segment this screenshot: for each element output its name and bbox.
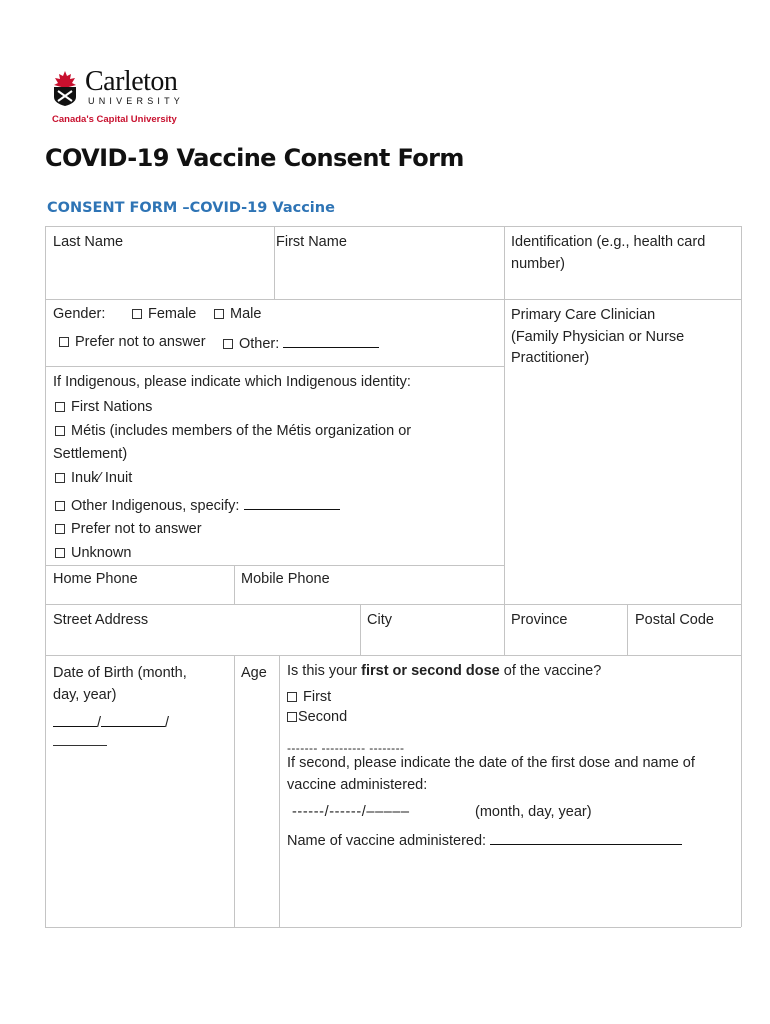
page-title: COVID-19 Vaccine Consent Form [45, 144, 464, 172]
checkbox-icon[interactable] [55, 524, 65, 534]
checkbox-icon[interactable] [132, 309, 142, 319]
logo-university: UNIVERSITY [88, 96, 185, 106]
checkbox-icon[interactable] [55, 548, 65, 558]
first-name-label: First Name [276, 234, 347, 250]
gender-female-option[interactable]: Female [132, 307, 196, 322]
logo-tagline: Canada's Capital University [52, 114, 177, 125]
indigenous-prompt: If Indigenous, please indicate which Indigenous identity: [53, 374, 411, 390]
checkbox-icon[interactable] [55, 473, 65, 483]
dose-first-option[interactable]: First [287, 690, 331, 705]
age-label: Age [241, 665, 267, 681]
indigenous-metis-option-cont: Settlement) [53, 446, 128, 462]
checkbox-icon[interactable] [55, 501, 65, 511]
postal-code-label: Postal Code [635, 612, 714, 628]
date-format-hint: (month, day, year) [475, 804, 592, 820]
primary-care-label-cont: (Family Physician or Nurse [511, 329, 685, 345]
province-label: Province [511, 612, 568, 628]
checkbox-icon[interactable] [223, 339, 233, 349]
shield-icon [52, 70, 78, 106]
home-phone-label: Home Phone [53, 571, 138, 587]
indigenous-metis-option[interactable]: Métis (includes members of the Métis organization or [55, 424, 411, 439]
gender-male-option[interactable]: Male [214, 307, 261, 322]
dob-label: Date of Birth (month, [53, 665, 187, 681]
street-address-label: Street Address [53, 612, 149, 628]
dose-question: Is this your first or second dose of the vaccine? [287, 663, 602, 679]
checkbox-icon[interactable] [59, 337, 69, 347]
checkbox-icon[interactable] [287, 692, 297, 702]
indigenous-other-field[interactable] [244, 497, 340, 510]
identification-label-cont: number) [511, 256, 565, 272]
gender-other-option[interactable]: Other: [223, 335, 379, 352]
dose-dashes: ------- ---------- -------- [287, 741, 405, 755]
gender-label: Gender: [53, 306, 106, 322]
section-heading: CONSENT FORM –COVID-19 Vaccine [47, 200, 335, 216]
second-dose-prompt-cont: vaccine administered: [287, 777, 428, 793]
dose-second-option[interactable]: Second [287, 710, 347, 725]
first-dose-date-field[interactable]: ------/------/––––– [292, 804, 410, 820]
identification-label: Identification (e.g., health card [511, 234, 706, 250]
checkbox-icon[interactable] [214, 309, 224, 319]
indigenous-inuit-option[interactable]: Inuk∕ Inuit [55, 471, 132, 486]
primary-care-label-cont2: Practitioner) [511, 350, 590, 366]
gender-other-field[interactable] [283, 335, 379, 348]
primary-care-label: Primary Care Clinician [511, 307, 656, 323]
indigenous-other-option[interactable]: Other Indigenous, specify: [55, 497, 340, 514]
checkbox-icon[interactable] [55, 402, 65, 412]
city-label: City [367, 612, 392, 628]
mobile-phone-label: Mobile Phone [241, 571, 330, 587]
dob-year-line[interactable] [53, 745, 107, 746]
dob-label-cont: day, year) [53, 687, 117, 703]
last-name-label: Last Name [53, 234, 124, 250]
second-dose-prompt: If second, please indicate the date of the first dose and name of [287, 755, 695, 771]
logo-wordmark: Carleton [85, 66, 178, 97]
dob-field[interactable]: / / [53, 714, 169, 731]
vaccine-name-label: Name of vaccine administered: [287, 832, 682, 849]
gender-prefer-not-option[interactable]: Prefer not to answer [59, 335, 206, 350]
indigenous-prefer-not-option[interactable]: Prefer not to answer [55, 522, 202, 537]
checkbox-icon[interactable] [287, 712, 297, 722]
indigenous-unknown-option[interactable]: Unknown [55, 546, 131, 561]
vaccine-name-field[interactable] [490, 832, 682, 845]
checkbox-icon[interactable] [55, 426, 65, 436]
indigenous-first-nations-option[interactable]: First Nations [55, 400, 152, 415]
